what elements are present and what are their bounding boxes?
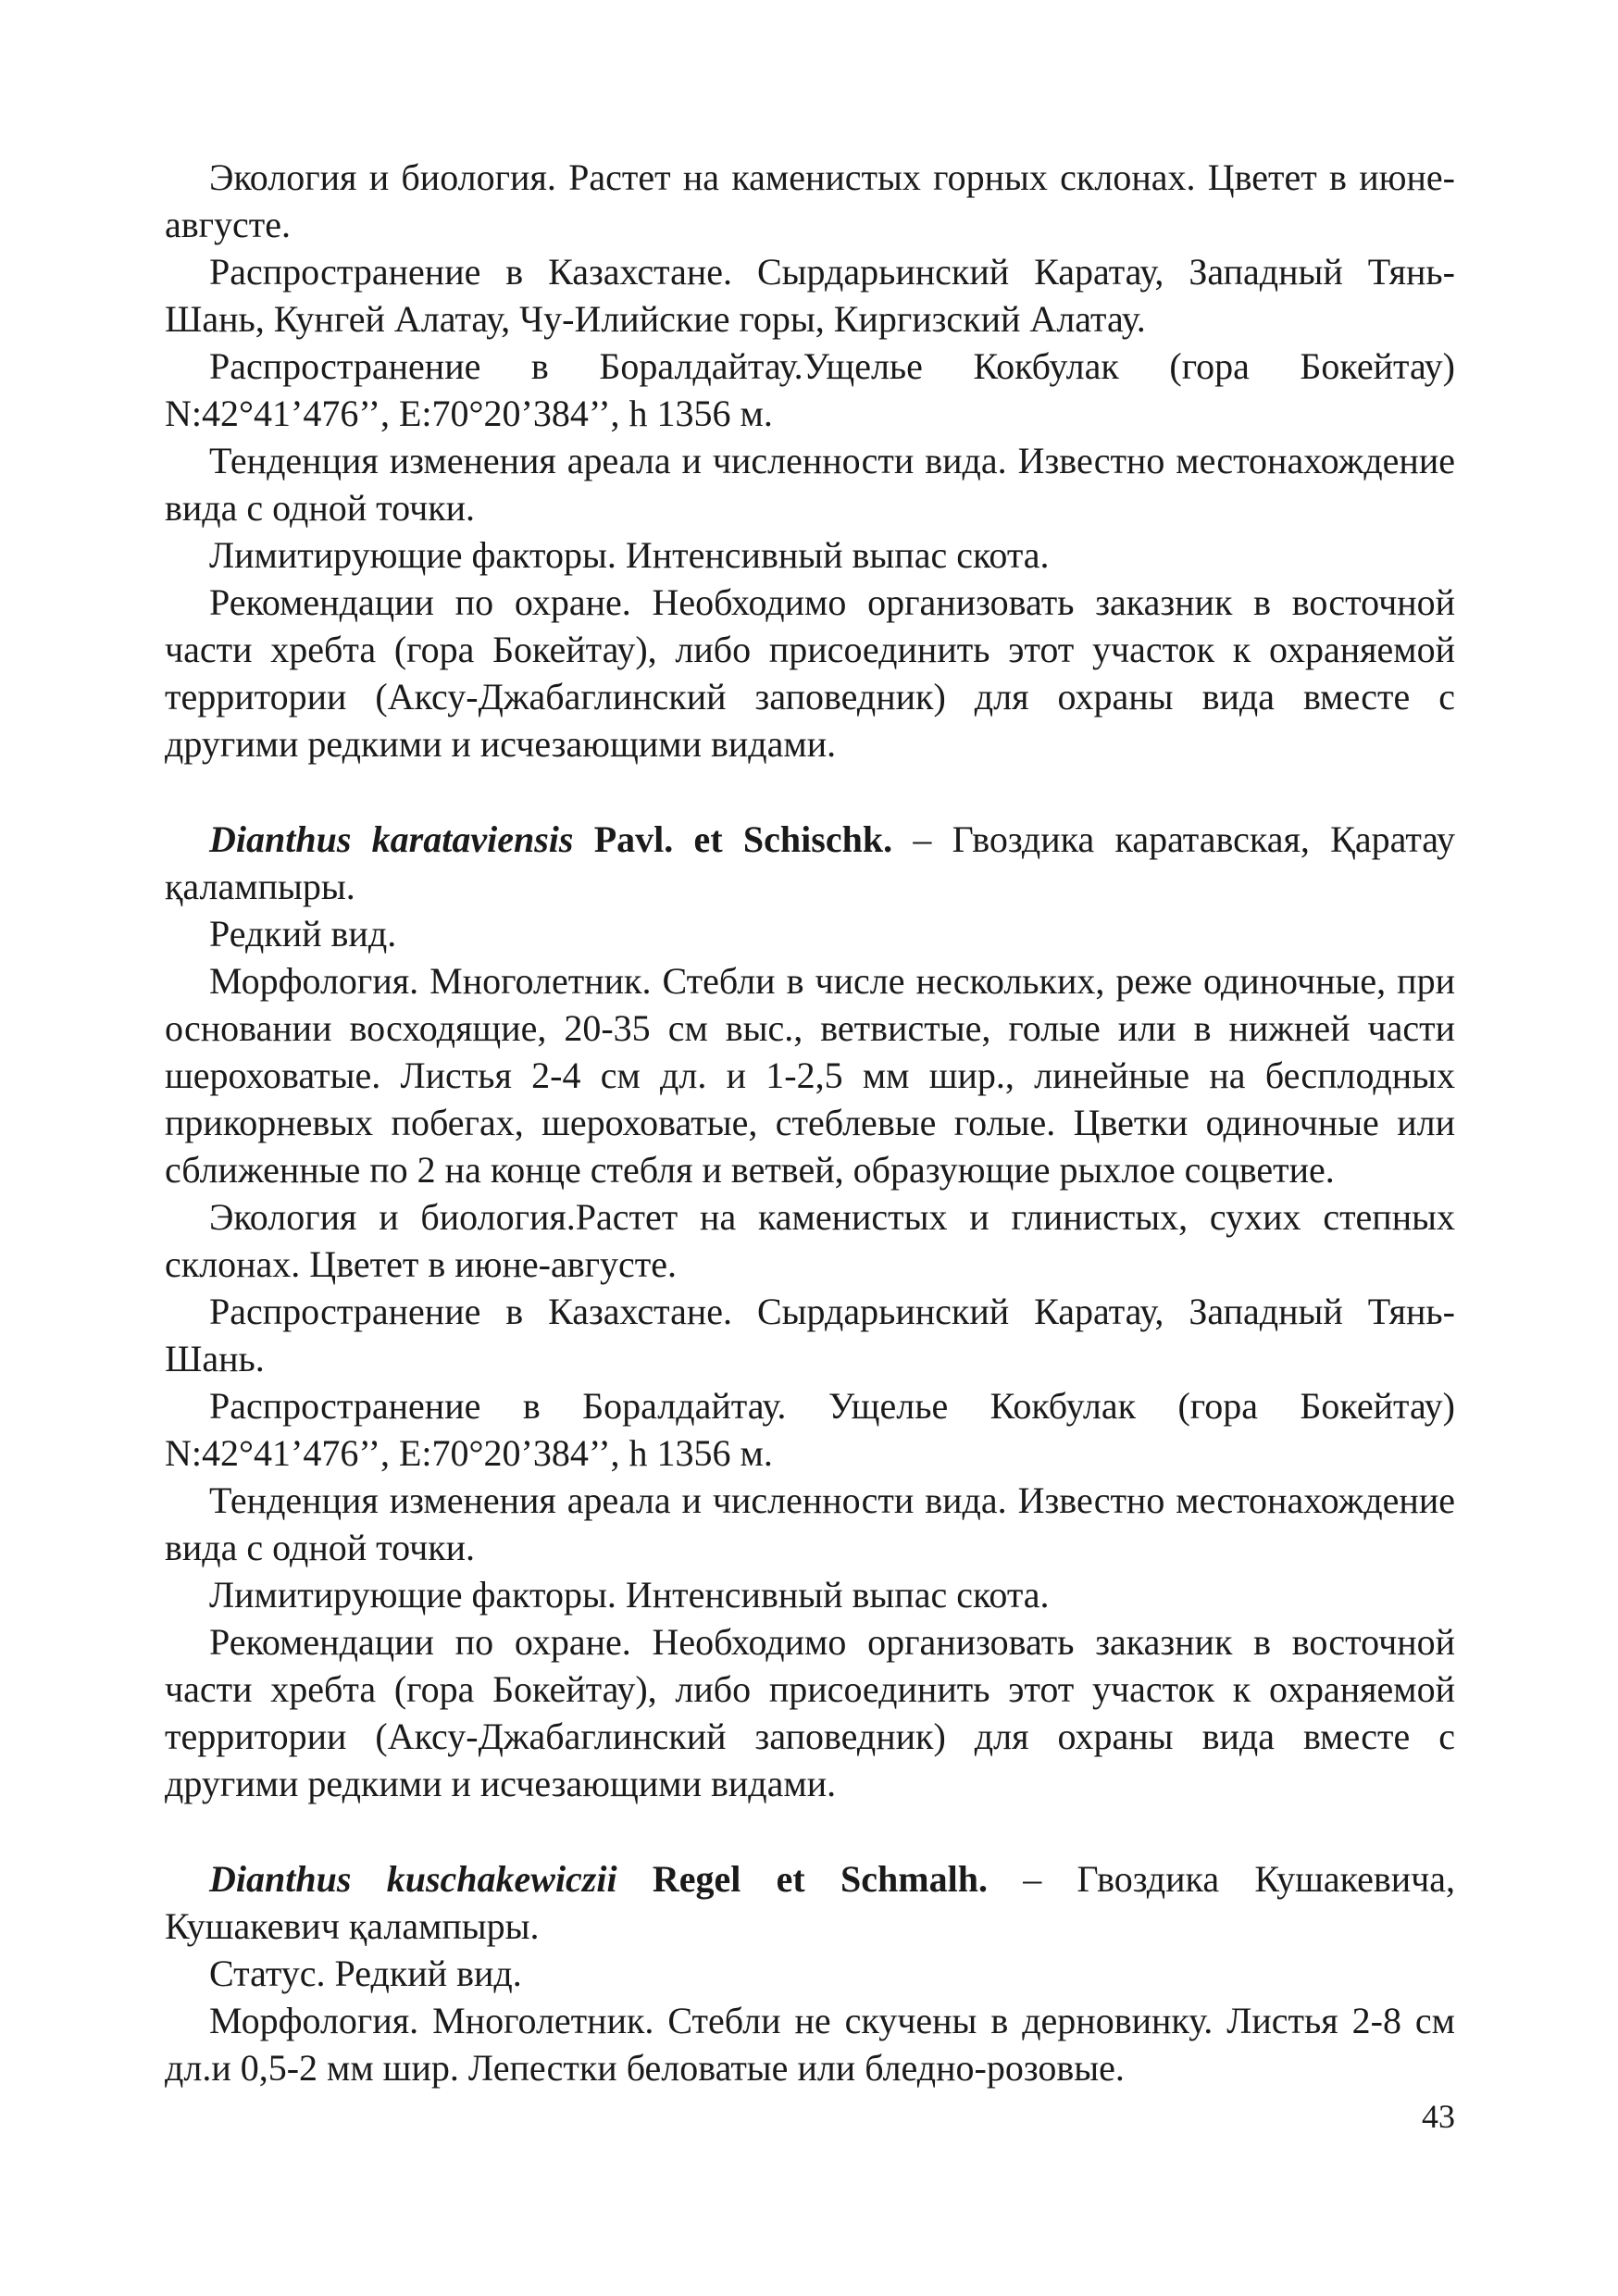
distribution-boraldaytau-paragraph: Распространение в Боралдайтау.Ущелье Кокбулак (гора Бокейтау) N:42°41’476’’, Е:70°20’384’’, h 1356 м. bbox=[165, 345, 1455, 434]
species-heading bbox=[165, 816, 1455, 910]
species-heading bbox=[165, 1855, 1455, 1950]
species-entry-kuschakewiczii bbox=[165, 1855, 1455, 2091]
species-latin-name: Dianthus kuschakewiczii bbox=[209, 1858, 617, 1900]
species-common-name: – Гвоздика каратавская, Қаратау қалампыры. bbox=[165, 818, 1456, 907]
status-paragraph: Редкий вид. bbox=[209, 913, 397, 955]
trend-paragraph: Тенденция изменения ареала и численности вида. Известно местонахождение вида с одной точки. bbox=[165, 440, 1455, 529]
ecology-paragraph: Экология и биология.Растет на каменистых и глинистых, сухих степных склонах. Цветет в июне-августе. bbox=[165, 1196, 1455, 1285]
document-page bbox=[165, 154, 1455, 2091]
species-entry-karataviensis bbox=[165, 816, 1455, 1807]
distribution-kazakhstan-paragraph: Распространение в Казахстане. Сырдарьинский Каратау, Западный Тянь-Шань, Кунгей Алатау, Чу-Илийские горы, Киргизский Алатау. bbox=[165, 251, 1455, 340]
trend-paragraph: Тенденция изменения ареала и численности вида. Известно местонахождение вида с одной точки. bbox=[165, 1479, 1455, 1568]
species-author: Pavl. et Schischk. bbox=[593, 818, 893, 860]
morphology-paragraph: Морфология. Многолетник. Стебли не скучены в дерновинку. Листья 2-8 см дл.и 0,5-2 мм шир. Лепестки беловатые или бледно-розовые. bbox=[165, 2000, 1455, 2089]
distribution-kazakhstan-paragraph: Распространение в Казахстане. Сырдарьинский Каратау, Западный Тянь-Шань. bbox=[165, 1291, 1455, 1379]
morphology-paragraph: Морфология. Многолетник. Стебли в числе нескольких, реже одиночные, при основании восходящие, 20-35 см выс., ветвистые, голые или в нижней части шероховатые. Листья 2-4 см дл. и 1-2,5 мм шир., линейные на бесплодных прикорневых побегах, шероховатые, стеблевые голые. Цветки одиночные или сближенные по 2 на конце стебля и ветвей, образующие рыхлое соцветие. bbox=[165, 960, 1455, 1191]
species-common-name: – Гвоздика Кушакевича, Кушакевич қалампыры. bbox=[165, 1858, 1455, 1947]
section-continued bbox=[165, 154, 1455, 767]
protection-recommendations-paragraph: Рекомендации по охране. Необходимо организовать заказник в восточной части хребта (гора Бокейтау), либо присоединить этот участок к охраняемой территории (Аксу-Джабаглинский заповедник) для охраны вида вместе с другими редкими и исчезающими видами. bbox=[165, 1621, 1455, 1804]
species-author: Regel et Schmalh. bbox=[652, 1858, 988, 1900]
limiting-factors-paragraph: Лимитирующие факторы. Интенсивный выпас скота. bbox=[209, 1574, 1050, 1616]
page-number: 43 bbox=[1422, 2098, 1455, 2135]
species-latin-name: Dianthus karataviensis bbox=[209, 818, 574, 860]
status-paragraph: Статус. Редкий вид. bbox=[209, 1953, 522, 1994]
protection-recommendations-paragraph: Рекомендации по охране. Необходимо организовать заказник в восточной части хребта (гора Бокейтау), либо присоединить этот участок к охраняемой территории (Аксу-Джабаглинский заповедник) для охраны вида вместе с другими редкими и исчезающими видами. bbox=[165, 581, 1455, 765]
ecology-paragraph: Экология и биология. Растет на каменистых горных склонах. Цветет в июне-августе. bbox=[165, 156, 1455, 245]
limiting-factors-paragraph: Лимитирующие факторы. Интенсивный выпас скота. bbox=[209, 534, 1050, 576]
distribution-boraldaytau-paragraph: Распространение в Боралдайтау. Ущелье Кокбулак (гора Бокейтау) N:42°41’476’’, Е:70°20’384’’, h 1356 м. bbox=[165, 1385, 1455, 1474]
